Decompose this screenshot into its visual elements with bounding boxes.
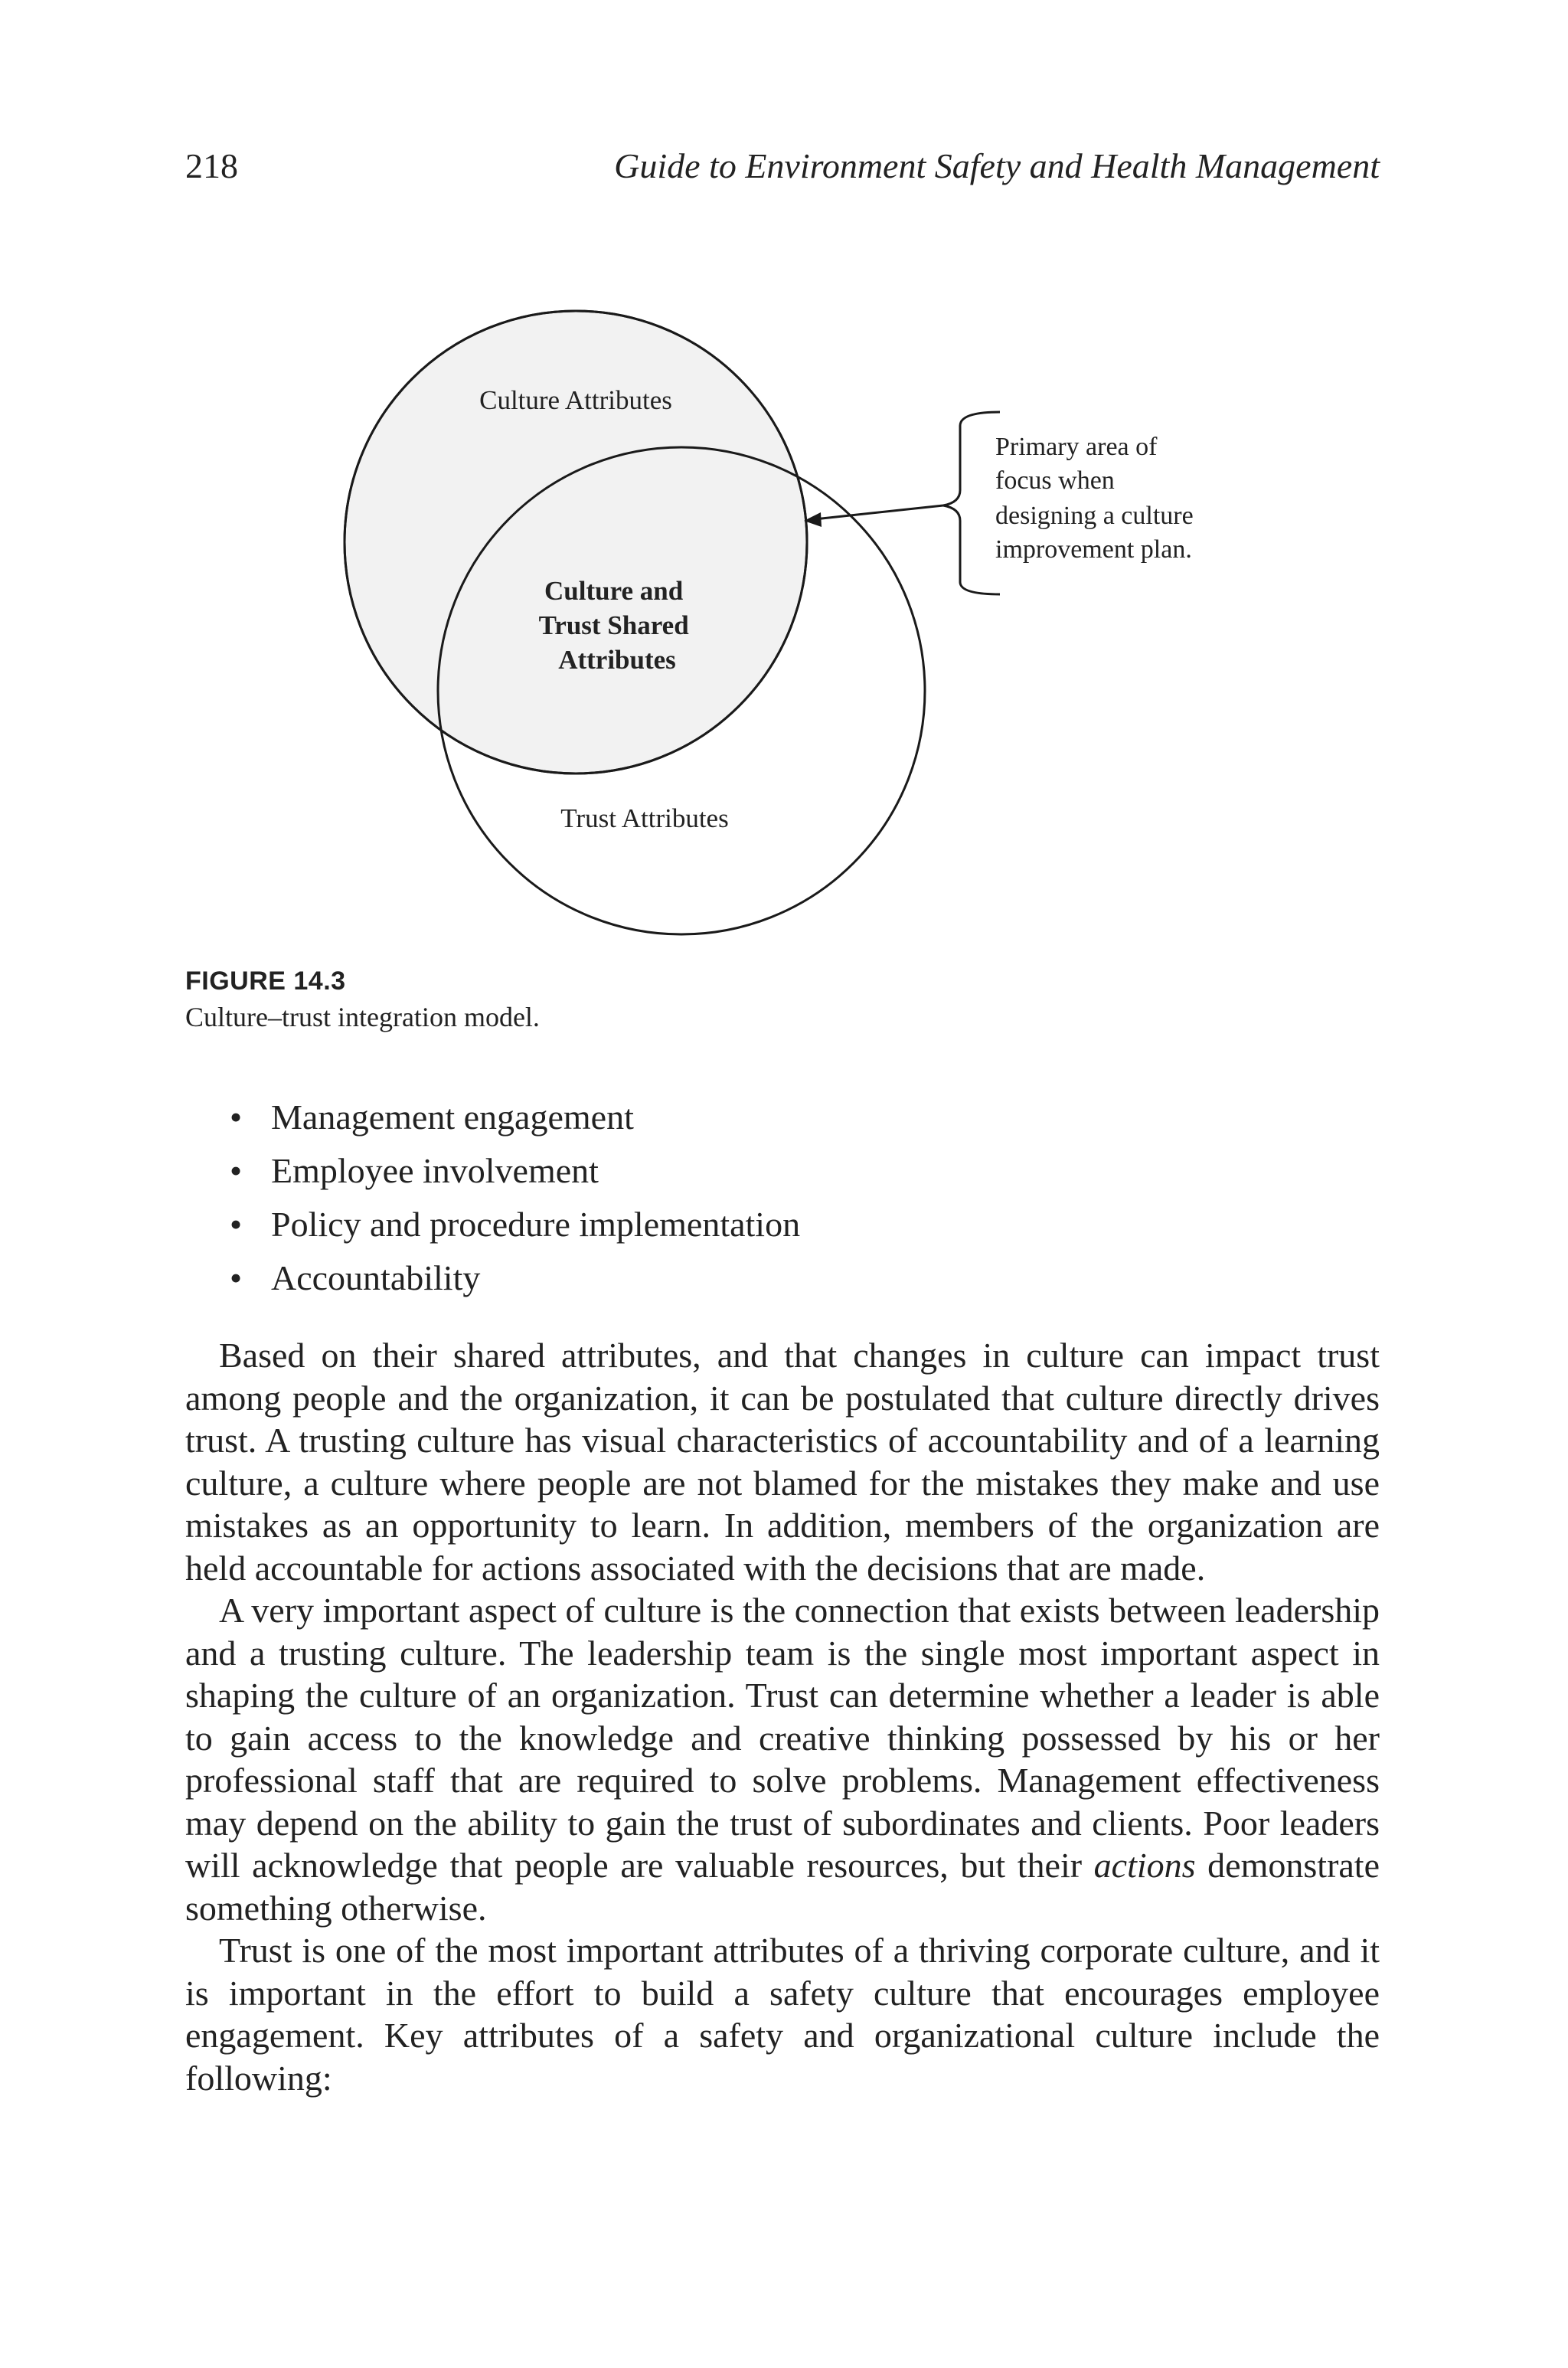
figure-caption <box>185 966 540 1033</box>
page-number: 218 <box>185 146 238 185</box>
paragraph-1: Based on their shared attributes, and that changes in culture can impact trust among people and the organization, it can be postulated that culture directly drives trust. A trusting culture has visual characteristics of accountability and of a learning culture, a culture where people are not blamed for the mistakes they make and use mistakes as an opportunity to learn. In addition, members of the organization are held accountable for actions associated with the decisions that are made. <box>185 1336 1380 1588</box>
paragraph-3: Trust is one of the most important attributes of a thriving corporate culture, and it is important in the effort to build a safety culture that encourages employee engagement. Key attributes of a safety and organizational culture include the following: <box>185 1931 1380 2098</box>
list-item: • Policy and procedure implementation <box>230 1198 800 1251</box>
callout-line-2: focus when <box>995 466 1115 495</box>
paragraph-2-text-b: demonstrate something otherwise. <box>185 1846 1380 1928</box>
paragraph-2-emphasis: actions <box>1093 1846 1196 1885</box>
list-item: • Management engagement <box>230 1091 800 1144</box>
shared-label-line-1: Culture and <box>544 576 684 606</box>
trust-attributes-label: Trust Attributes <box>560 803 729 833</box>
callout-line-1: Primary area of <box>995 433 1158 461</box>
running-title: Guide to Environment Safety and Health Management <box>614 146 1380 185</box>
callout-line-3: designing a culture <box>995 502 1194 530</box>
shared-attributes-label <box>539 576 696 675</box>
bullet-list <box>230 1091 800 1305</box>
venn-diagram-figure <box>0 0 1568 950</box>
list-item: • Accountability <box>230 1251 800 1305</box>
shared-label-line-2: Trust Shared <box>538 610 689 640</box>
list-item: • Employee involvement <box>230 1144 800 1198</box>
shared-label-line-3: Attributes <box>558 645 676 675</box>
curly-brace <box>943 412 1000 594</box>
callout-line-4: improvement plan. <box>995 535 1192 564</box>
paragraph-2 <box>185 1589 1380 1929</box>
paragraph-2-text-a: A very important aspect of culture is the connection that exists between leadership and a trusting culture. The leadership team is the single most important aspect in shaping the culture of an organization. Trust can determine whether a leader is able to gain access to the knowledge and creative thinking possessed by his or her professional staff that are required to solve problems. Management effectiveness may depend on the ability to gain the trust of subordinates and clients. Poor leaders will acknowledge that people are valuable resources, but their <box>185 1591 1380 1885</box>
body-text <box>185 1334 1380 2099</box>
figure-label: FIGURE 14.3 <box>185 966 346 996</box>
callout-text <box>995 433 1200 564</box>
culture-circle <box>345 311 807 774</box>
figure-title: Culture–trust integration model. <box>185 1002 540 1032</box>
culture-attributes-label: Culture Attributes <box>479 385 672 415</box>
callout-arrow-line <box>815 505 943 519</box>
